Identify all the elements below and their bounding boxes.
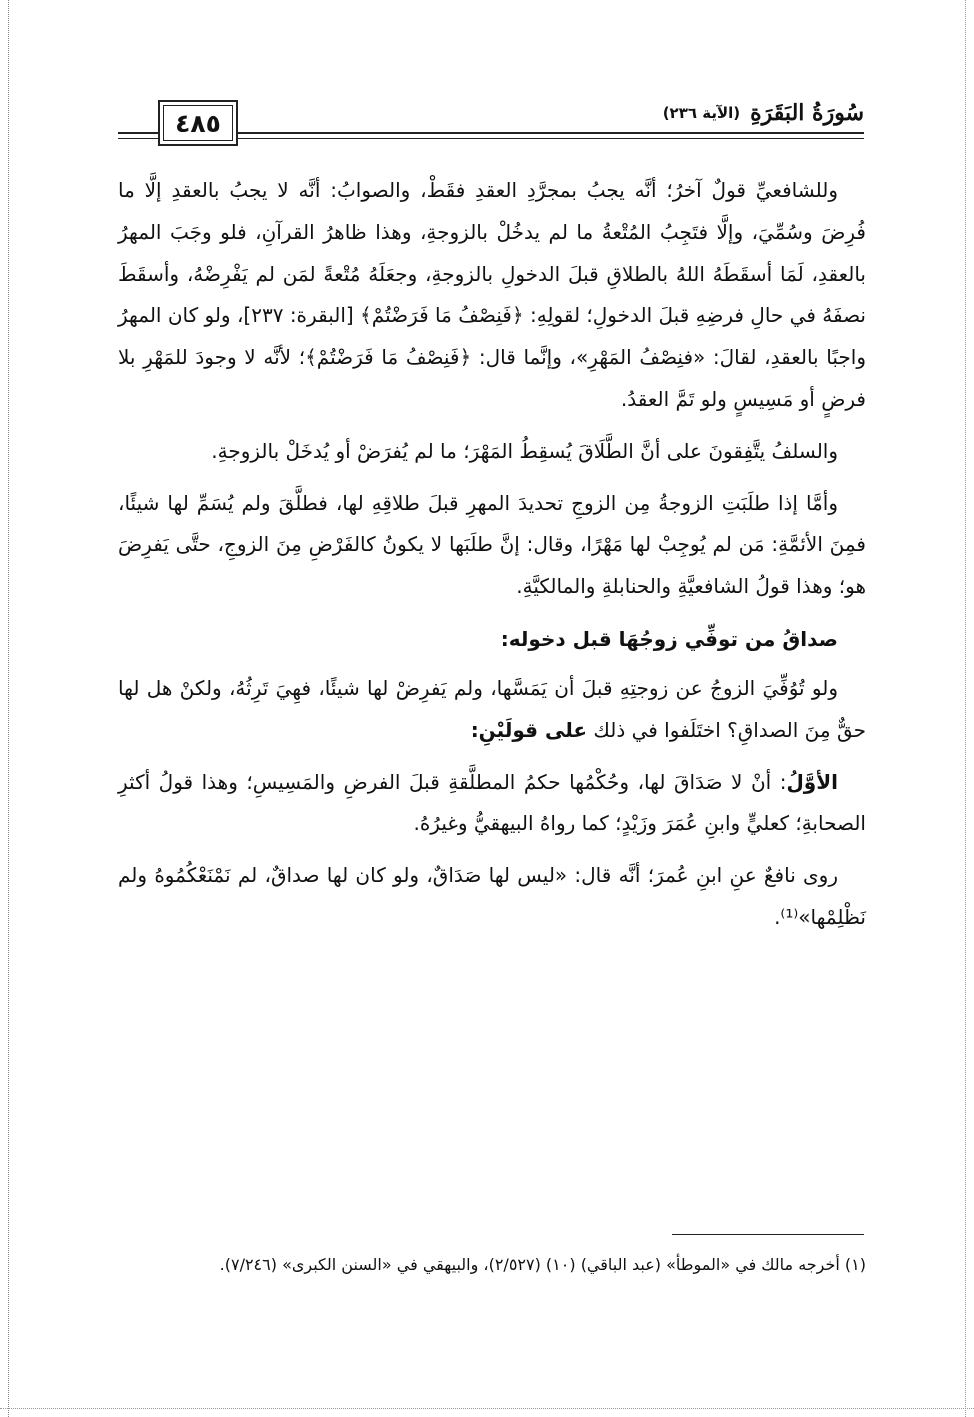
footnote-separator xyxy=(672,1234,864,1235)
surah-title: سُورَةُ البَقَرَةِ xyxy=(750,100,864,126)
footnotes xyxy=(118,1248,866,1281)
paragraph-husband-death xyxy=(118,668,866,752)
main-text xyxy=(118,170,866,949)
paragraph-salaf-agreement: والسلفُ يتَّفِقونَ على أنَّ الطَّلَاقَ يُسقِطُ المَهْرَ؛ ما لم يُفرَضْ أو يُدخَلْ بالزوجةِ. xyxy=(211,438,838,463)
paragraph-shafii-opinion: وللشافعيِّ قولٌ آخرُ؛ أنَّه يجبُ بمجرَّدِ العقدِ فقَطْ، والصوابُ: أنَّه لا يجبُ بالعقدِ إلَّا ما فُرِضَ وسُمِّيَ، وإلَّا فتَجِبُ المُتْعةُ ما لم يدخُلْ بالزوجةِ، وهذا ظاهرُ القرآنِ، فلو وجَبَ المهرُ بالعقدِ، لَمَا أسقَطَهُ اللهُ بالطلاقِ قبلَ الدخولِ بالزوجةِ، وجعَلَهُ مُتْعةً لمَن لم يَفْرِضْهُ، وأسقَطَ نصفَهُ في حالِ فرضِهِ قبلَ الدخولِ؛ لقولِهِ: ﴿فَنِصْفُ مَا فَرَضْتُمْ﴾ [البقرة: ٢٣٧]، ولو كان المهرُ واجبًا بالعقدِ، لقالَ: «فنِصْفُ المَهْرِ»، وإنَّما قال: ﴿فَنِصْفُ مَا فَرَضْتُمْ﴾؛ لأنَّه لا وجودَ للمَهْرِ بلا فرضٍ أو مَسِيسٍ ولو تَمَّ العقدُ. xyxy=(118,178,866,411)
page-number: ٤٨٥ xyxy=(175,108,221,138)
page-header xyxy=(118,98,864,148)
first-opinion-text: : أنْ لا صَدَاقَ لها، وحُكْمُها حكمُ المطلَّقةِ قبلَ الفرضِ والمَسِيسِ؛ وهذا قولُ أكثرِ الصحابةِ؛ كعليٍّ وابنِ عُمَرَ وزَيْدٍ؛ كما رواهُ البيهقيُّ وغيرُهُ. xyxy=(118,769,866,836)
paragraph-husband-death-text: ولو تُوُفِّيَ الزوجُ عن زوجتِهِ قبلَ أن يَمَسَّها، ولم يَفرِضْ لها شيئًا، فهِيَ تَرِثُهُ، ولكنْ هل لها حقٌّ مِنَ الصداقِ؟ اختَلَفوا في ذلك xyxy=(118,675,866,742)
paragraph-first-opinion xyxy=(118,762,866,846)
ayah-reference: (الآية ٢٣٦) xyxy=(662,104,741,122)
scan-right-edge xyxy=(965,0,974,1417)
page-number-frame xyxy=(158,100,238,146)
two-opinions-label: على قولَيْنِ: xyxy=(470,717,588,742)
footnote-1: (١) أخرجه مالك في «الموطأ» (عبد الباقي) (١٠) (٢/٥٢٧)، والبيهقي في «السنن الكبرى» (٧/٢٤٦). xyxy=(219,1255,866,1274)
scan-left-edge xyxy=(0,0,9,1417)
first-opinion-label: الأوَّلُ xyxy=(786,769,838,794)
header-title-group xyxy=(655,98,864,128)
section-heading: صداقُ من توفِّي زوجُهَا قبل دخوله: xyxy=(500,626,838,651)
scan-bottom-edge xyxy=(0,1408,974,1417)
paragraph-wife-request: وأمَّا إذا طلَبَتِ الزوجةُ مِن الزوجِ تحديدَ المهرِ قبلَ طلاقِهِ لها، فطلَّقَ ولم يُسَمِّ لها شيئًا، فمِنَ الأئمَّةِ: مَن لم يُوجِبْ لها مَهْرًا، وقال: إنَّ طلَبَها لا يكونُ كالفَرْضِ مِنَ الزوجِ، حتَّى يَفرِضَ هو؛ وهذا قولُ الشافعيَّةِ والحنابلةِ والمالكيَّةِ. xyxy=(118,490,866,599)
paragraph-nafi-narration: روى نافعٌ عنِ ابنِ عُمرَ؛ أنَّه قال: «ليس لها صَدَاقٌ، ولو كان لها صداقٌ، لم نَمْنَعْكُمُوهُ ولم نَظْلِمْها»⁽¹⁾. xyxy=(118,863,866,929)
